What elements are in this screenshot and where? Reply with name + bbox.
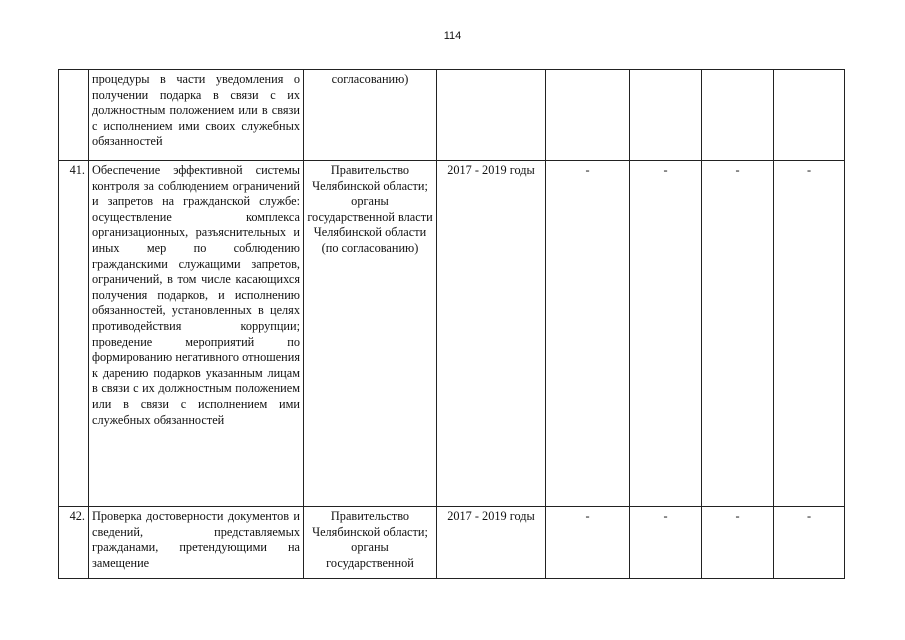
row-number: 41. (59, 161, 89, 507)
row-col-1 (546, 70, 630, 161)
row-col-2: - (630, 507, 702, 579)
table-row (59, 70, 845, 161)
row-executor: согласованию) (304, 70, 437, 161)
table-row (59, 507, 845, 579)
row-executor: Правительство Челябинской области; органы государственной власти Челябинской области (по согласованию) (304, 161, 437, 507)
row-description: Проверка достоверности документов и сведений, представляемых гражданами, претендующими на замещение (89, 507, 304, 579)
row-col-2 (630, 70, 702, 161)
row-number: 42. (59, 507, 89, 579)
table-row (59, 161, 845, 507)
row-col-3: - (702, 507, 774, 579)
row-description: Обеспечение эффективной системы контроля за соблюдением ограничений и запретов на гражданской службе: осуществление комплекса организационных, разъяснительных и иных мер по соблюдению гражданскими служащими запретов, ограничений, в том числе касающихся получения подарков, и исполнению обязанностей, установленных в целях противодействия коррупции; проведение мероприятий по формированию негативного отношения к дарению подарков указанным лицам в связи с их должностным положением или в связи с исполнением ими служебных обязанностей (89, 161, 304, 507)
row-col-1: - (546, 161, 630, 507)
measures-table (58, 69, 845, 579)
page-number: 114 (443, 30, 462, 42)
row-description: процедуры в части уведомления о получении подарка в связи с их должностным положением или в связи с исполнением ими своих служебных обязанностей (89, 70, 304, 161)
row-col-3: - (702, 161, 774, 507)
row-col-4 (774, 70, 845, 161)
row-executor: Правительство Челябинской области; органы государственной (304, 507, 437, 579)
row-period: 2017 - 2019 годы (437, 507, 546, 579)
row-col-4: - (774, 161, 845, 507)
row-col-4: - (774, 507, 845, 579)
row-period (437, 70, 546, 161)
row-number (59, 70, 89, 161)
row-col-3 (702, 70, 774, 161)
row-period: 2017 - 2019 годы (437, 161, 546, 507)
row-col-1: - (546, 507, 630, 579)
row-col-2: - (630, 161, 702, 507)
